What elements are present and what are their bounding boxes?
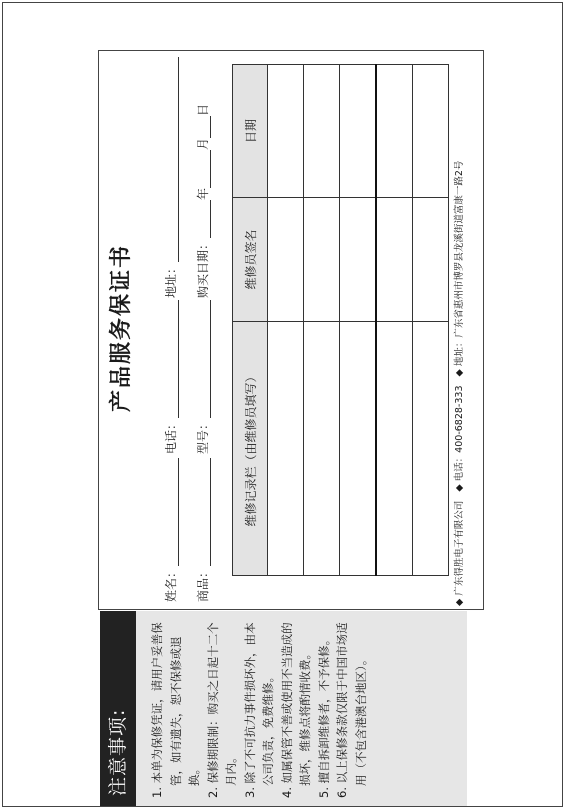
date-cell[interactable] <box>340 65 377 198</box>
warranty-card <box>100 50 467 806</box>
table-row <box>413 65 449 576</box>
page-title: 产品服务保证书 <box>109 244 134 413</box>
purchase-date-field[interactable] <box>194 104 211 298</box>
name-label: 姓名： <box>164 565 178 602</box>
table-row <box>340 65 377 576</box>
repair-record-header: 维修记录栏（由维修员填写） <box>233 322 268 576</box>
signature-cell[interactable] <box>304 198 340 322</box>
signature-cell[interactable] <box>340 198 377 322</box>
model-label: 型号： <box>196 417 210 454</box>
day-label: 日 <box>196 103 210 116</box>
record-cell[interactable] <box>413 322 449 576</box>
notice-item: 6. 以上保修条款仅限于中国市场适用（不包含港澳台地区）。 <box>335 622 368 798</box>
footer <box>451 50 465 606</box>
signature-cell[interactable] <box>268 198 304 322</box>
product-field[interactable] <box>194 458 211 602</box>
notice-list <box>148 616 370 798</box>
record-cell[interactable] <box>304 322 340 576</box>
name-field[interactable] <box>162 458 179 602</box>
notice-item: 4. 如属保管不善或使用不当造成的损坏，维修点将酌情收费。 <box>279 622 312 798</box>
footer-address: ◆ 地址：广东省惠州市博罗县龙溪街道富康一路2号 <box>454 160 465 377</box>
notice-title: 注意事项: <box>100 611 136 806</box>
phone-field[interactable] <box>162 300 179 454</box>
purchase-date-label: 购买日期： <box>196 237 210 298</box>
record-cell[interactable] <box>268 322 304 576</box>
signature-cell[interactable] <box>413 198 449 322</box>
date-cell[interactable] <box>268 65 304 198</box>
table-row <box>268 65 304 576</box>
model-field[interactable] <box>194 300 211 454</box>
phone-label: 电话： <box>164 417 178 454</box>
record-cell[interactable] <box>376 322 413 576</box>
notice-item: 3. 除了不可抗力事件损坏外，由本公司负责，免费维修。 <box>242 622 275 798</box>
date-cell[interactable] <box>376 65 413 198</box>
notice-item: 2. 保修期限制：购买之日起十二个月内。 <box>205 622 238 798</box>
table-row <box>376 65 413 576</box>
date-header: 日期 <box>233 65 268 198</box>
notice-item: 5. 擅自拆卸维修者，不予保修。 <box>316 633 331 798</box>
signature-cell[interactable] <box>376 198 413 322</box>
product-label: 商品： <box>196 565 210 602</box>
repair-record-table <box>232 64 449 576</box>
warranty-main <box>100 50 467 606</box>
month-label: 月 <box>196 137 210 150</box>
technician-signature-header: 维修员签名 <box>233 198 268 322</box>
date-cell[interactable] <box>413 65 449 198</box>
notice-item: 1. 本单为保修凭证，请用户妥善保管，如有遗失，恕不保修或退换。 <box>150 622 201 798</box>
notice-panel <box>100 611 467 806</box>
footer-company: ◆ 广东得胜电子有限公司 <box>454 500 465 606</box>
address-field[interactable] <box>162 57 179 298</box>
footer-phone: ◆ 电话：400-6828-333 <box>454 385 465 492</box>
address-label: 地址： <box>164 261 178 298</box>
table-row <box>304 65 340 576</box>
record-cell[interactable] <box>340 322 377 576</box>
date-cell[interactable] <box>304 65 340 198</box>
year-label: 年 <box>196 187 210 200</box>
